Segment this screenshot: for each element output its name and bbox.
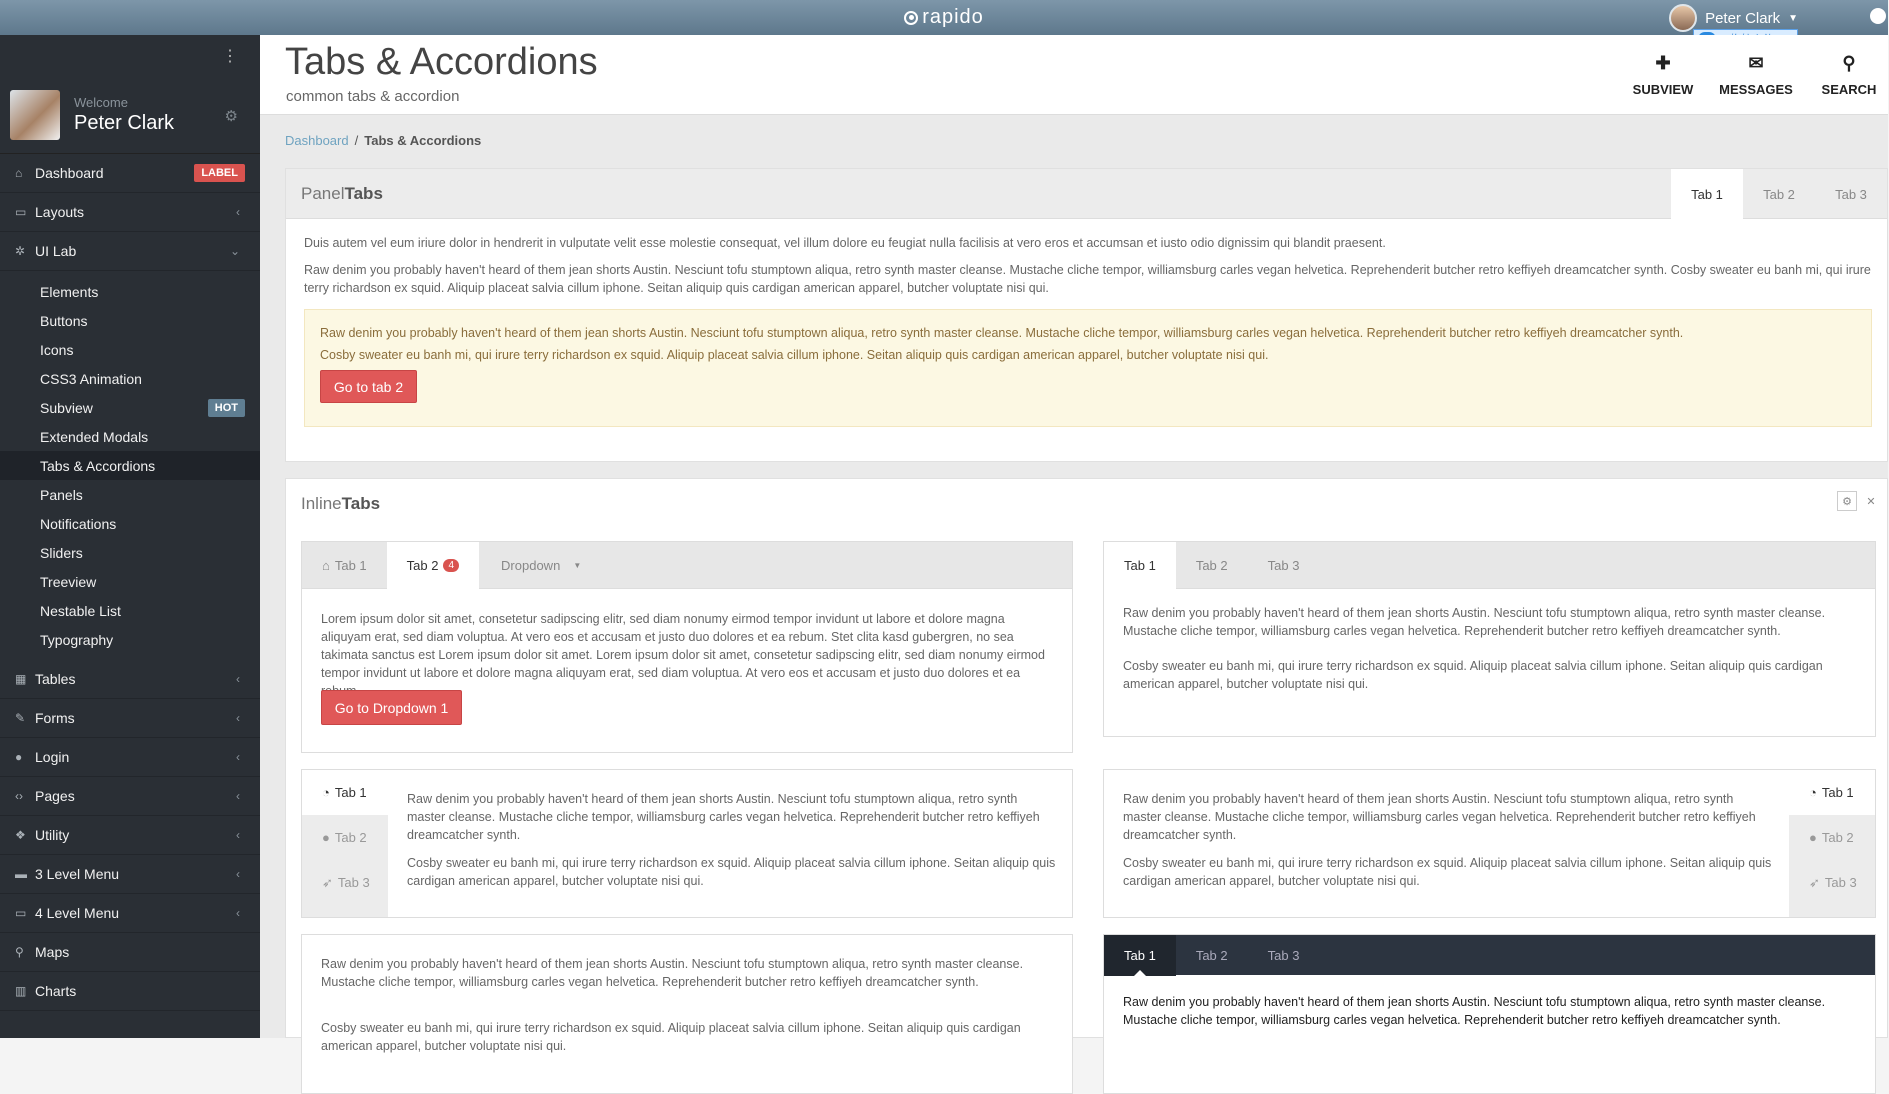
- sidebar-item-maps[interactable]: ⚲ Maps: [0, 933, 260, 972]
- sidebar-subitem-notifications[interactable]: Notifications: [40, 515, 117, 532]
- chevron-left-icon: ‹: [236, 867, 240, 881]
- tab-nav: [1104, 542, 1875, 589]
- tab-content-text-1: Raw denim you probably haven't heard of them jean shorts Austin. Nesciunt tofu stumptown aliqua, retro synth master cleanse. Mustache cliche tempor, williamsburg carles vegan helvetica. Reprehenderit butcher retro keffiyeh dreamcatcher synth.: [1123, 606, 1826, 638]
- desktop-icon: ▭: [15, 205, 27, 219]
- sidebar-subitem-css3-animation[interactable]: CSS3 Animation: [40, 370, 142, 387]
- profile-avatar[interactable]: [10, 90, 60, 140]
- cogs-icon: ✲: [15, 244, 26, 258]
- rocket-icon: ➶: [1809, 874, 1820, 890]
- panel-heading: Panel Tabs Tab 1 Tab 2 Tab 3: [286, 169, 1887, 219]
- sidebar-subitem-buttons[interactable]: Buttons: [40, 312, 88, 329]
- chevron-left-icon: ‹: [236, 205, 240, 219]
- sidebar-item-forms[interactable]: ✎ Forms ‹: [0, 699, 260, 738]
- sidebar-subitem-subview[interactable]: Subview HOT: [0, 393, 260, 422]
- sidebar-subitem-elements[interactable]: Elements: [40, 283, 99, 300]
- vertical-tab-nav: [1789, 770, 1875, 917]
- tab-3[interactable]: Tab 3: [1835, 186, 1867, 202]
- sidebar-item-layouts[interactable]: ▭ Layouts ‹: [0, 193, 260, 232]
- edit-icon: ✎: [15, 711, 26, 725]
- search-button[interactable]: ⚲ SEARCH: [1809, 53, 1889, 97]
- more-vertical-icon[interactable]: ⋮: [222, 48, 238, 65]
- chevron-left-icon: ‹: [236, 711, 240, 725]
- tab-1[interactable]: Tab 1: [1104, 935, 1176, 976]
- sidebar-item-login[interactable]: ● Login ‹: [0, 738, 260, 777]
- tab-1[interactable]: Tab 1: [1671, 169, 1743, 219]
- tab-1[interactable]: ◔ Tab 1: [1789, 770, 1875, 815]
- sidebar-item-ui-lab[interactable]: ✲ UI Lab ⌄: [0, 232, 260, 271]
- tab-3[interactable]: Tab 3: [1267, 947, 1300, 963]
- sidebar-item-charts[interactable]: ▥ Charts: [0, 972, 260, 1011]
- user-avatar: [1669, 4, 1697, 32]
- tab-content-text-2: Cosby sweater eu banh mi, qui irure terry richardson ex squid. Aliquip placeat salvia cillum iphone. Seitan aliquip quis cardigan american apparel, butcher voluptate nisi qui.: [321, 1021, 1021, 1053]
- tab-content-text: Raw denim you probably haven't heard of them jean shorts Austin. Nesciunt tofu stumptown aliqua, retro synth master cleanse. Mustache cliche tempor, williamsburg carles vegan helvetica. Reprehenderit butcher retro keffiyeh dreamcatcher synth.: [1123, 995, 1826, 1027]
- breadcrumb-current: Tabs & Accordions: [364, 133, 482, 148]
- panel-tab-nav: [1671, 169, 1887, 219]
- panel-paragraph-1: Duis autem vel eum iriure dolor in hendrerit in vulputate velit esse molestie consequat, vel illum dolore eu feugiat nulla facilisis at vero eros et accumsan et iusto odio dignissim qui blandit praesent.: [304, 236, 1386, 250]
- home-icon: ⌂: [322, 557, 330, 573]
- user-icon: ●: [322, 830, 330, 845]
- messages-button[interactable]: ✉ MESSAGES: [1716, 53, 1796, 97]
- user-icon: ●: [1809, 830, 1817, 845]
- settings-gear-icon[interactable]: ⚙: [224, 108, 238, 125]
- tab-content-text-2: Cosby sweater eu banh mi, qui irure terry richardson ex squid. Aliquip placeat salvia cillum iphone. Seitan aliquip quis cardigan american apparel, butcher voluptate nisi qui.: [407, 856, 1056, 888]
- grid-icon: ▦: [15, 672, 27, 686]
- logo-icon: [904, 11, 918, 25]
- sidebar-item-tables[interactable]: ▦ Tables ‹: [0, 660, 260, 699]
- tab-3[interactable]: ➶ Tab 3: [1809, 874, 1857, 890]
- sidebar-subitem-panels[interactable]: Panels: [40, 486, 83, 503]
- panel-settings-icon[interactable]: ⚙: [1837, 491, 1857, 511]
- sidebar-item-4-level-menu[interactable]: ▭ 4 Level Menu ‹: [0, 894, 260, 933]
- chevron-left-icon: ‹: [236, 672, 240, 686]
- inline-tabs-panel: [285, 478, 1888, 1053]
- tab-content-text-2: Cosby sweater eu banh mi, qui irure terry richardson ex squid. Aliquip placeat salvia cillum iphone. Seitan aliquip quis cardigan american apparel, butcher voluptate nisi qui.: [1123, 659, 1823, 691]
- user-name: Peter Clark: [1705, 9, 1781, 27]
- chevron-left-icon: ‹: [236, 750, 240, 764]
- sidebar-subitem-typography[interactable]: Typography: [40, 631, 114, 648]
- map-marker-icon: ⚲: [15, 945, 24, 959]
- globe-icon[interactable]: [1870, 8, 1886, 24]
- go-to-tab-2-button[interactable]: Go to tab 2: [320, 370, 417, 403]
- sidebar-item-3-level-menu[interactable]: ▬ 3 Level Menu ‹: [0, 855, 260, 894]
- tabs-box-1: [301, 541, 1073, 753]
- home-icon: ⌂: [15, 166, 23, 180]
- warning-alert: [304, 309, 1872, 427]
- sidebar-subitem-nestable-list[interactable]: Nestable List: [40, 602, 121, 619]
- search-icon: ⚲: [1842, 53, 1856, 73]
- cubes-icon: ❖: [15, 828, 26, 842]
- tab-1[interactable]: Tab 1: [1104, 542, 1176, 589]
- sidebar-item-dashboard[interactable]: ⌂ Dashboard LABEL: [0, 154, 260, 193]
- alert-text-2: Cosby sweater eu banh mi, qui irure terry richardson ex squid. Aliquip placeat salvia cillum iphone. Seitan aliquip quis cardigan american apparel, butcher voluptate nisi qui.: [320, 348, 1269, 362]
- dashboard-icon: ◔: [1809, 785, 1817, 800]
- sidebar-subitem-sliders[interactable]: Sliders: [40, 544, 83, 561]
- breadcrumb-home-link[interactable]: Dashboard: [285, 133, 349, 148]
- sidebar-subitem-treeview[interactable]: Treeview: [40, 573, 97, 590]
- sidebar: [0, 35, 260, 1038]
- chevron-down-icon: ⌄: [229, 244, 240, 258]
- sidebar-item-utility[interactable]: ❖ Utility ‹: [0, 816, 260, 855]
- user-icon: ●: [15, 750, 23, 764]
- panel-paragraph-2: Raw denim you probably haven't heard of them jean shorts Austin. Nesciunt tofu stumptown aliqua, retro synth master cleanse. Mustache cliche tempor, williamsburg carles vegan helvetica. Reprehenderit butcher retro keffiyeh dreamcatcher synth. Cosby sweater eu banh mi, qui irure terry richardson ex squid. Aliquip placeat salvia cillum iphone. Seitan aliquip quis cardigan american apparel, butcher voluptate nisi qui.: [304, 263, 1871, 295]
- plus-icon: ✚: [1655, 53, 1671, 73]
- tabs-box-2: [1103, 541, 1876, 737]
- tab-3[interactable]: Tab 3: [1267, 557, 1300, 573]
- sidebar-subitem-tabs-accordions[interactable]: Tabs & Accordions: [0, 451, 260, 480]
- bottom-tabs-box: [301, 934, 1073, 1094]
- panel-close-icon[interactable]: ✕: [1866, 495, 1876, 508]
- tab-1[interactable]: ◔ Tab 1: [302, 770, 388, 815]
- right-vertical-tabs-box: [1103, 769, 1876, 918]
- tab-content-text-2: Cosby sweater eu banh mi, qui irure terry richardson ex squid. Aliquip placeat salvia cillum iphone. Seitan aliquip quis cardigan american apparel, butcher voluptate nisi qui.: [1123, 856, 1772, 888]
- tab-3[interactable]: ➶ Tab 3: [322, 874, 370, 890]
- panel-heading: Inline Tabs ⚙ ✕: [286, 479, 1887, 529]
- content-area: [260, 115, 1888, 1053]
- page-subtitle: common tabs & accordion: [286, 88, 460, 105]
- app-logo[interactable]: rapido: [904, 6, 984, 29]
- ui-lab-submenu: [0, 271, 260, 660]
- tab-content-text: Lorem ipsum dolor sit amet, consetetur sadipscing elitr, sed diam nonumy eirmod tempor invidunt ut labore et dolore magna aliquyam erat, sed diam voluptua. At vero eos et accusam et justo duo dolores et ea rebum. Stet clita kasd gubergren, no sea takimata sanctus est Lorem ipsum dolor sit amet. Lorem ipsum dolor sit amet, consetetur sadipscing elitr, sed diam nonumy eirmod tempor invidunt ut labore et dolore magna aliquyam erat, sed diam voluptua. At vero eos et accusam et justo duo dolores et ea: [321, 612, 1045, 680]
- tab-content-text-1: Raw denim you probably haven't heard of them jean shorts Austin. Nesciunt tofu stumptown aliqua, retro synth master cleanse. Mustache cliche tempor, williamsburg carles vegan helvetica. Reprehenderit butcher retro keffiyeh dreamcatcher synth.: [321, 957, 1024, 989]
- vertical-tab-nav: [302, 770, 388, 917]
- tab-2[interactable]: ● Tab 2: [322, 830, 367, 845]
- breadcrumb: Dashboard / Tabs & Accordions: [285, 133, 482, 148]
- dark-tabs-box: [1103, 934, 1876, 1094]
- tab-2[interactable]: Tab 2: [1195, 947, 1228, 963]
- bar-chart-icon: ▥: [15, 984, 27, 998]
- subview-button[interactable]: ✚ SUBVIEW: [1623, 53, 1703, 97]
- label-badge: LABEL: [194, 164, 245, 182]
- top-navbar: [0, 0, 1888, 35]
- envelope-icon: ✉: [1748, 53, 1764, 73]
- sidebar-user-panel: [0, 77, 260, 154]
- tab-dropdown[interactable]: Dropdown ▼: [501, 557, 582, 573]
- tab-1[interactable]: ⌂ Tab 1: [322, 557, 367, 573]
- folder-icon: ▬: [15, 867, 27, 881]
- caret-down-icon: ▼: [573, 560, 582, 570]
- user-menu[interactable]: [1669, 4, 1798, 32]
- dashboard-icon: ◔: [322, 785, 330, 800]
- tab-2[interactable]: Tab 2: [1195, 557, 1228, 573]
- tab-2[interactable]: ● Tab 2: [1809, 830, 1854, 845]
- tab-nav: [302, 542, 1072, 589]
- chevron-left-icon: ‹: [236, 906, 240, 920]
- hot-badge: HOT: [208, 399, 245, 417]
- panel-tabs-panel: [285, 168, 1888, 462]
- folder-open-icon: ▭: [15, 906, 27, 920]
- caret-down-icon: ▼: [1788, 12, 1798, 24]
- code-icon: ‹›: [15, 789, 23, 803]
- sidebar-subitem-icons[interactable]: Icons: [40, 341, 74, 358]
- tab-2[interactable]: Tab 2: [1763, 186, 1795, 202]
- chevron-left-icon: ‹: [236, 789, 240, 803]
- main-area: [260, 35, 1888, 1053]
- welcome-text: Welcome: [74, 95, 128, 110]
- go-to-dropdown-1-button[interactable]: Go to Dropdown 1: [321, 690, 462, 725]
- rocket-icon: ➶: [322, 874, 333, 890]
- count-badge: 4: [443, 559, 459, 572]
- tab-content-text-1: Raw denim you probably haven't heard of them jean shorts Austin. Nesciunt tofu stumptown aliqua, retro synth master cleanse. Mustache cliche tempor, williamsburg carles vegan helvetica. Reprehenderit butcher retro keffiyeh dreamcatcher synth.: [1123, 792, 1756, 842]
- chevron-left-icon: ‹: [236, 828, 240, 842]
- page-header: [260, 35, 1888, 115]
- sidebar-menu-dots[interactable]: [0, 35, 260, 77]
- left-vertical-tabs-box: [301, 769, 1073, 918]
- tab-2[interactable]: Tab 2 4: [387, 542, 479, 589]
- profile-name: Peter Clark: [74, 112, 175, 134]
- sidebar-item-pages[interactable]: ‹› Pages ‹: [0, 777, 260, 816]
- alert-text-1: Raw denim you probably haven't heard of them jean shorts Austin. Nesciunt tofu stumptown aliqua, retro synth master cleanse. Mustache cliche tempor, williamsburg carles vegan helvetica. Reprehenderit butcher retro keffiyeh dreamcatcher synth.: [320, 326, 1684, 340]
- tab-nav: [1104, 935, 1875, 975]
- sidebar-subitem-extended-modals[interactable]: Extended Modals: [40, 428, 149, 445]
- page-title: Tabs & Accordions: [285, 41, 598, 83]
- tab-content-text-1: Raw denim you probably haven't heard of them jean shorts Austin. Nesciunt tofu stumptown aliqua, retro synth master cleanse. Mustache cliche tempor, williamsburg carles vegan helvetica. Reprehenderit butcher retro keffiyeh dreamcatcher synth.: [407, 792, 1040, 842]
